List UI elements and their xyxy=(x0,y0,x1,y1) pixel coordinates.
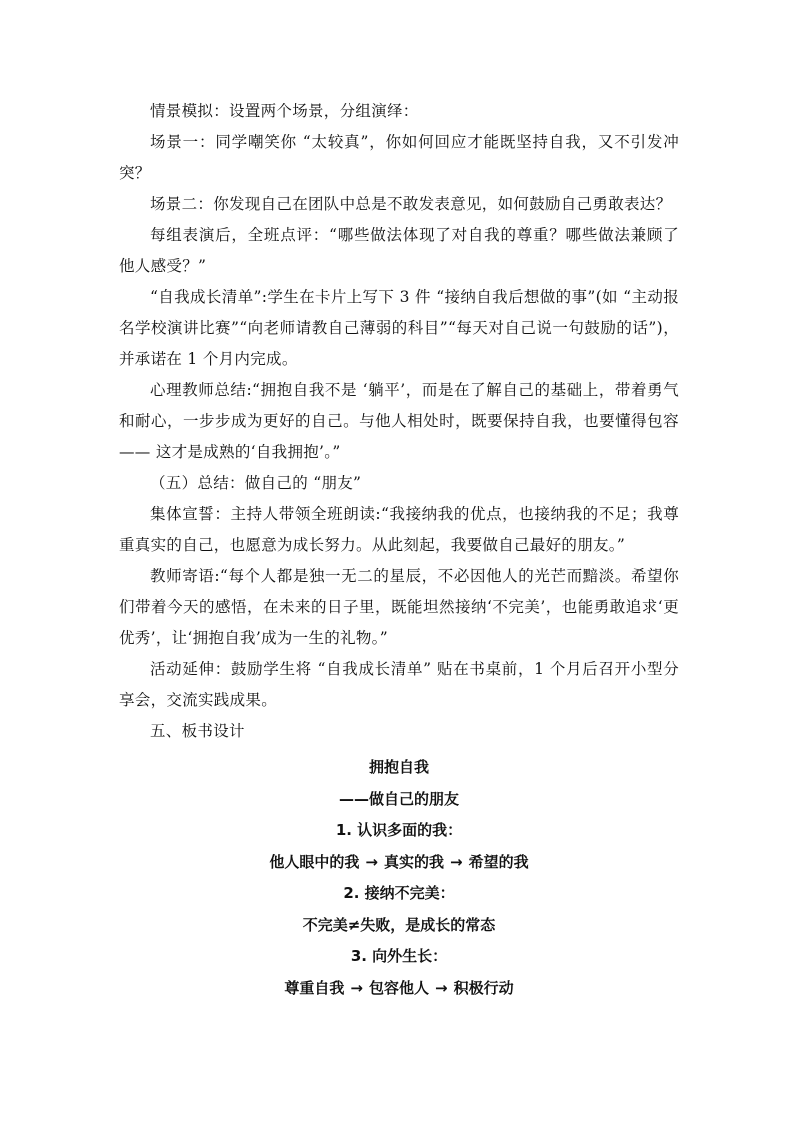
board-section-3-heading: 3. 向外生长： xyxy=(350,947,448,965)
flow-item: 包容他人 xyxy=(368,978,429,997)
scenario-simulation-paragraph: 情景模拟：设置两个场景，分组演绎： xyxy=(150,102,419,120)
board-subtitle: ——做自己的朋友 xyxy=(338,789,459,808)
board-section-2-text: 不完美≠失败，是成长的常态 xyxy=(302,915,496,934)
flow-item: 真实的我 xyxy=(383,852,444,871)
arrow-right-icon: → xyxy=(365,852,378,871)
flow-item: 尊重自我 xyxy=(284,978,345,997)
blackboard-design xyxy=(119,752,679,1004)
board-title: 拥抱自我 xyxy=(368,758,429,776)
board-section-3-flow xyxy=(119,973,679,1005)
section-five-heading: （五）总结：做自己的 “朋友” xyxy=(150,474,362,492)
activity-extension-paragraph: 活动延伸：鼓励学生将 “自我成长清单” 贴在书桌前，1 个月后召开小型分享会，交流实践成果。 xyxy=(119,660,679,709)
board-section-1-heading: 1. 认识多面的我： xyxy=(335,821,463,839)
arrow-right-icon: → xyxy=(435,978,448,997)
class-review-paragraph: 每组表演后，全班点评：“哪些做法体现了对自我的尊重？哪些做法兼顾了他人感受？” xyxy=(119,226,679,275)
flow-item: 他人眼中的我 xyxy=(269,852,360,871)
flow-item: 希望的我 xyxy=(468,852,529,871)
board-design-heading: 五、板书设计 xyxy=(150,722,245,740)
teacher-message-paragraph: 教师寄语:“每个人都是独一无二的星辰，不必因他人的光芒而黯淡。希望你们带着今天的感悟，在未来的日子里，既能坦然接纳‘不完美’，也能勇敢追求‘更优秀’，让‘拥抱自我’成为一生的礼物。” xyxy=(119,567,679,647)
arrow-right-icon: → xyxy=(450,852,463,871)
board-section-1-flow xyxy=(119,847,679,879)
collective-oath-paragraph: 集体宣誓：主持人带领全班朗读:“我接纳我的优点，也接纳我的不足；我尊重真实的自己，也愿意为成长努力。从此刻起，我要做自己最好的朋友。” xyxy=(119,505,679,554)
growth-list-paragraph: “自我成长清单”:学生在卡片上写下 3 件 “接纳自我后想做的事”(如 “主动报名学校演讲比赛”“向老师请教自己薄弱的科目”“每天对自己说一句鼓励的话”)，并承诺在 1 个月内完成。 xyxy=(119,288,679,368)
board-section-2-heading: 2. 接纳不完美： xyxy=(343,884,455,902)
scene-two-paragraph: 场景二：你发现自己在团队中总是不敢发表意见，如何鼓励自己勇敢表达？ xyxy=(150,195,672,213)
teacher-summary-paragraph: 心理教师总结:“拥抱自我不是 ‘躺平’，而是在了解自己的基础上，带着勇气和耐心，一步步成为更好的自己。与他人相处时，既要保持自我，也要懂得包容 —— 这才是成熟的‘自我拥抱’。” xyxy=(119,381,679,461)
lesson-body xyxy=(119,96,679,747)
flow-item: 积极行动 xyxy=(453,978,514,997)
scene-one-paragraph: 场景一：同学嘲笑你 “太较真”，你如何回应才能既坚持自我，又不引发冲突？ xyxy=(119,133,679,182)
arrow-right-icon: → xyxy=(350,978,363,997)
